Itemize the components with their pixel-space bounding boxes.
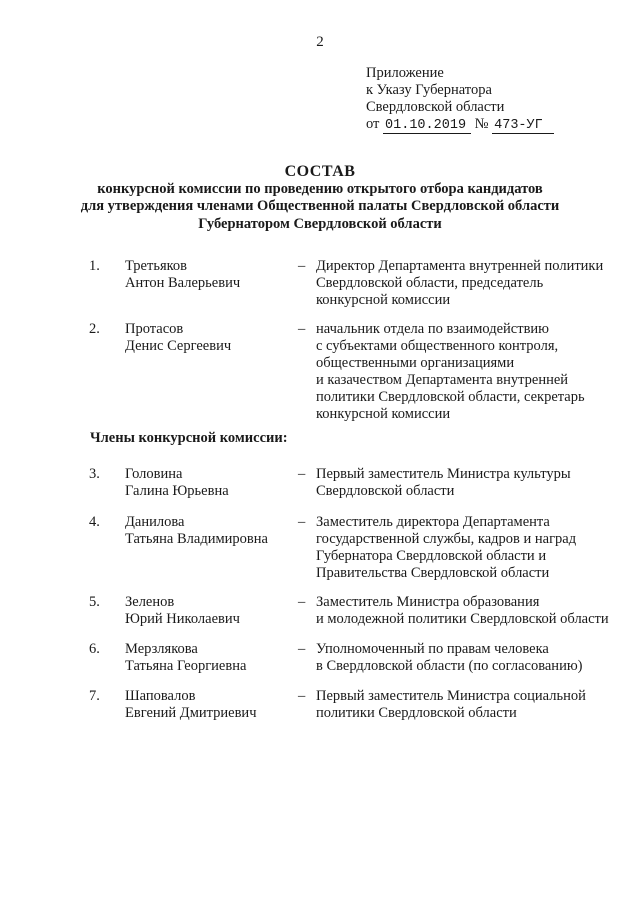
decree-date: 01.10.2019 (383, 118, 471, 134)
position-line: Директор Департамента внутренней политики (316, 258, 604, 274)
row-number: 3. (89, 466, 100, 482)
dash-separator: – (298, 466, 306, 482)
appendix-block (366, 65, 554, 134)
position-line: политики Свердловской области, секретарь (316, 389, 585, 405)
member-position (316, 466, 571, 500)
dash-separator: – (298, 321, 306, 337)
member-surname: Шаповалов (125, 688, 196, 704)
appendix-line: Приложение (366, 65, 444, 81)
position-line: Свердловской области (316, 483, 455, 499)
from-label: от (366, 116, 380, 132)
member-name (125, 258, 240, 292)
decree-number: 473-УГ (492, 118, 554, 134)
position-line: с субъектами общественного контроля, (316, 338, 559, 354)
dash-separator: – (298, 258, 306, 274)
member-name (125, 514, 268, 548)
dash-separator: – (298, 688, 306, 704)
title-line: для утверждения членами Общественной палаты Свердловской области (80, 198, 560, 214)
member-position (316, 688, 586, 722)
member-surname: Мерзлякова (125, 641, 198, 657)
row-number: 7. (89, 688, 100, 704)
member-name (125, 466, 229, 500)
number-label: № (474, 116, 489, 132)
appendix-line: к Указу Губернатора (366, 82, 492, 98)
row-number: 6. (89, 641, 100, 657)
member-name (125, 688, 256, 722)
member-given-name: Татьяна Владимировна (125, 531, 268, 547)
position-line: Первый заместитель Министра социальной (316, 688, 586, 704)
dash-separator: – (298, 641, 306, 657)
dash-separator: – (298, 514, 306, 530)
position-line: Правительства Свердловской области (316, 565, 550, 581)
title-line: Губернатором Свердловской области (198, 215, 442, 232)
member-given-name: Татьяна Георгиевна (125, 658, 247, 674)
position-line: и казачеством Департамента внутренней (316, 372, 569, 388)
member-surname: Протасов (125, 321, 184, 337)
member-given-name: Евгений Дмитриевич (125, 705, 257, 721)
member-name (125, 321, 231, 355)
position-line: Уполномоченный по правам человека (316, 641, 549, 657)
position-line: государственной службы, кадров и наград (316, 531, 577, 547)
row-number: 5. (89, 594, 100, 610)
member-name (125, 594, 240, 628)
position-line: Первый заместитель Министра культуры (316, 466, 571, 482)
page-number: 2 (316, 34, 324, 50)
position-line: Губернатора Свердловской области и (316, 548, 547, 564)
position-line: конкурсной комиссии (316, 406, 451, 422)
appendix-line: Свердловской области (366, 99, 505, 115)
member-surname: Третьяков (125, 258, 188, 274)
member-given-name: Денис Сергеевич (125, 338, 232, 354)
row-number: 4. (89, 514, 100, 530)
member-name (125, 641, 246, 675)
member-surname: Зеленов (125, 594, 175, 610)
position-line: и молодежной политики Свердловской области (316, 611, 609, 627)
position-line: общественными организациями (316, 355, 515, 371)
document-title (0, 163, 640, 233)
member-given-name: Галина Юрьевна (125, 483, 229, 499)
position-line: политики Свердловской области (316, 705, 517, 721)
member-position (316, 594, 609, 628)
position-line: Свердловской области, председатель (316, 275, 544, 291)
position-line: в Свердловской области (по согласованию) (316, 658, 583, 674)
member-position (316, 641, 583, 675)
members-heading: Члены конкурсной комиссии: (90, 430, 288, 446)
title-main: СОСТАВ (284, 163, 356, 180)
member-position (316, 258, 603, 309)
appendix-date-line (366, 116, 554, 134)
position-line: конкурсной комиссии (316, 292, 451, 308)
position-line: Заместитель директора Департамента (316, 514, 550, 530)
member-surname: Головина (125, 466, 183, 482)
title-line: конкурсной комиссии по проведению открытого отбора кандидатов (97, 180, 543, 197)
position-line: начальник отдела по взаимодействию (316, 321, 550, 337)
member-given-name: Антон Валерьевич (125, 275, 241, 291)
member-given-name: Юрий Николаевич (125, 611, 240, 627)
dash-separator: – (298, 594, 306, 610)
position-line: Заместитель Министра образования (316, 594, 540, 610)
member-surname: Данилова (125, 514, 185, 530)
row-number: 2. (89, 321, 100, 337)
row-number: 1. (89, 258, 100, 274)
member-position (316, 514, 576, 582)
member-position (316, 321, 585, 423)
